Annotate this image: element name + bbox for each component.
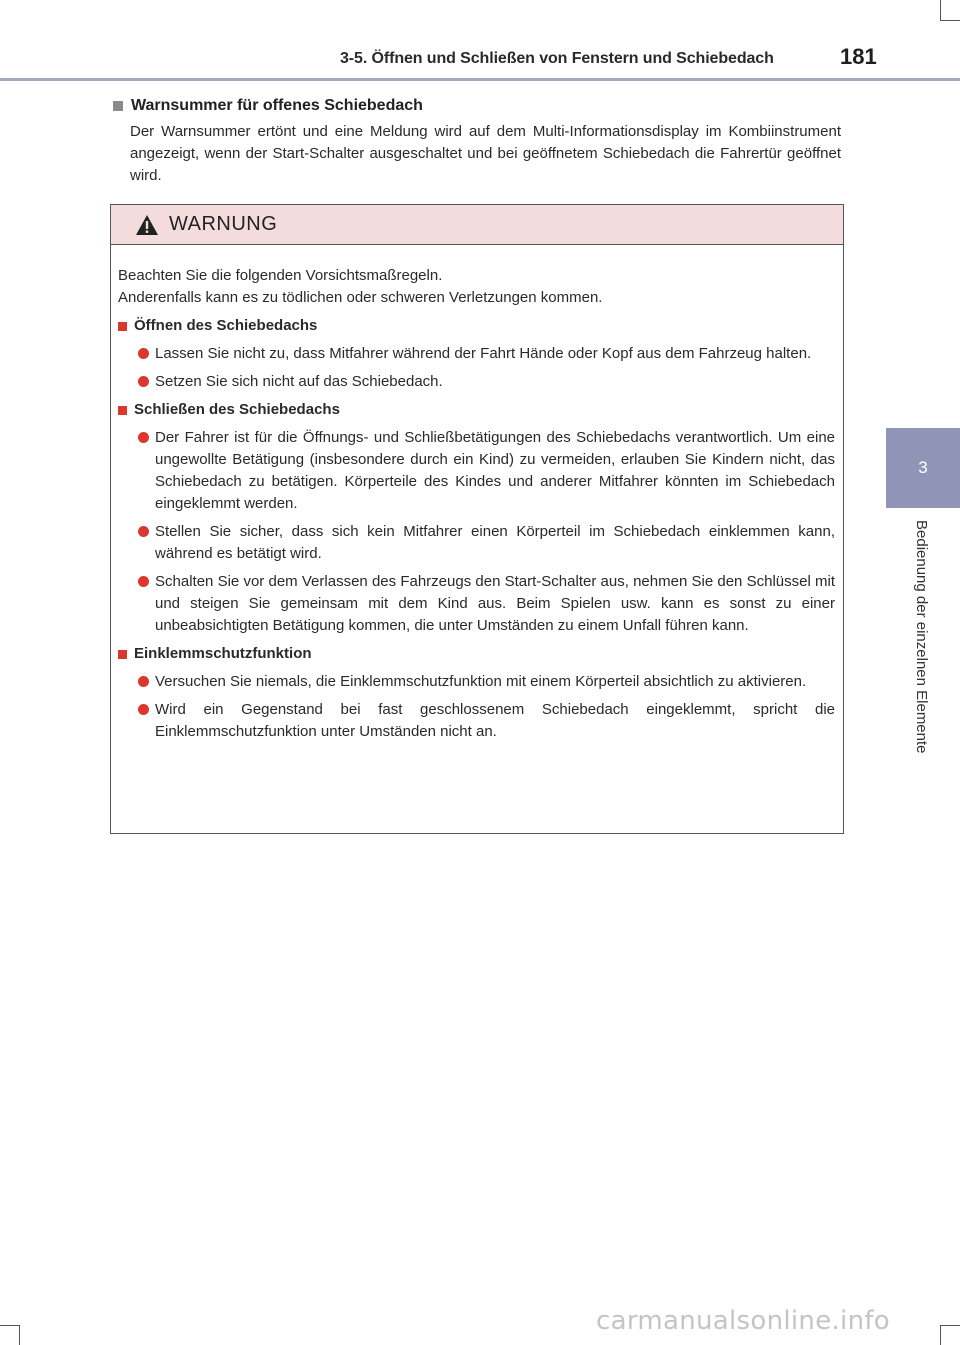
page-number: 181: [840, 44, 877, 69]
chapter-tab: [886, 428, 960, 508]
red-square-icon: [118, 322, 127, 331]
section-heading-text: Warnsummer für offenes Schiebedach: [131, 97, 423, 114]
warning-buzzer-section: [113, 97, 841, 187]
bullet-item: [155, 671, 835, 693]
bullet-text: Stellen Sie sicher, dass sich kein Mitfahrer einen Körperteil im Schiebedach einklemmen kann, während es betätigt wird.: [155, 523, 835, 562]
bullet-item: [155, 343, 835, 365]
bullet-item: [155, 521, 835, 565]
group-heading-text: Einklemmschutzfunktion: [134, 645, 312, 662]
warning-box: [110, 204, 844, 834]
red-square-icon: [118, 650, 127, 659]
group-heading: [118, 315, 835, 337]
watermark: carmanualsonline.info: [596, 1306, 891, 1336]
bullet-item: [155, 571, 835, 637]
red-dot-icon: [138, 526, 149, 537]
red-dot-icon: [138, 348, 149, 359]
red-dot-icon: [138, 432, 149, 443]
crop-mark: [19, 1325, 20, 1345]
section-body-text: Der Warnsummer ertönt und eine Meldung wird auf dem Multi-Informationsdisplay im Kombiinstrument angezeigt, wenn der Start-Schalter ausgeschaltet und bei geöffnetem Schiebedach die Fahrertür geöffnet wird.: [130, 123, 841, 184]
crop-mark: [940, 1325, 941, 1345]
warning-triangle-icon: [135, 214, 159, 236]
chapter-number: 3: [918, 458, 928, 477]
group-heading: [118, 643, 835, 665]
warning-intro: [118, 265, 835, 309]
bullet-text: Wird ein Gegenstand bei fast geschlossenem Schiebedach eingeklemmt, spricht die Einklemmschutzfunktion unter Umständen nicht an.: [155, 701, 835, 740]
bullet-item: [155, 371, 835, 393]
warning-title: WARNUNG: [169, 213, 278, 235]
group-heading: [118, 399, 835, 421]
crop-mark: [0, 1325, 19, 1326]
group-heading-text: Schließen des Schiebedachs: [134, 401, 340, 418]
bullet-text: Versuchen Sie niemals, die Einklemmschutzfunktion mit einem Körperteil absichtlich zu aktivieren.: [155, 673, 807, 690]
red-dot-icon: [138, 676, 149, 687]
red-dot-icon: [138, 704, 149, 715]
group-heading-text: Öffnen des Schiebedachs: [134, 317, 318, 334]
crop-mark: [940, 1325, 960, 1326]
page-header-title: 3-5. Öffnen und Schließen von Fenstern und Schiebedach: [340, 50, 774, 67]
warning-group: [118, 315, 835, 393]
bullet-item: [155, 699, 835, 743]
square-bullet-icon: [113, 101, 123, 111]
red-dot-icon: [138, 576, 149, 587]
section-heading: [113, 97, 841, 115]
warning-group: [118, 399, 835, 637]
bullet-text: Der Fahrer ist für die Öffnungs- und Schließbetätigungen des Schiebedachs verantwortlich. Um eine ungewollte Betätigung (insbesondere durch ein Kind) zu vermeiden, erlauben Sie Kindern nicht, das Schiebedach zu betätigen. Körperteile des Kindes und anderer Mitfahrer könnten im Schiebedach eingeklemmt werden.: [155, 429, 835, 512]
warning-intro-line: Anderenfalls kann es zu tödlichen oder schweren Verletzungen kommen.: [118, 289, 603, 306]
bullet-text: Lassen Sie nicht zu, dass Mitfahrer während der Fahrt Hände oder Kopf aus dem Fahrzeug halten.: [155, 345, 812, 362]
crop-mark: [940, 20, 960, 21]
bullet-text: Schalten Sie vor dem Verlassen des Fahrzeugs den Start-Schalter aus, nehmen Sie den Schlüssel mit und steigen Sie gemeinsam mit dem Kind aus. Beim Spielen usw. kann es sonst zu einer unbeabsichtigten Betätigung kommen, die unter Umständen zu einem Unfall führen kann.: [155, 573, 835, 634]
warning-intro-line: Beachten Sie die folgenden Vorsichtsmaßregeln.: [118, 267, 443, 284]
bullet-text: Setzen Sie sich nicht auf das Schiebedach.: [155, 373, 443, 390]
crop-mark: [940, 0, 941, 20]
red-dot-icon: [138, 376, 149, 387]
warning-header: [111, 205, 843, 245]
chapter-label: Bedienung der einzelnen Elemente: [913, 520, 930, 754]
bullet-item: [155, 427, 835, 515]
warning-group: [118, 643, 835, 743]
red-square-icon: [118, 406, 127, 415]
header-divider: [0, 78, 960, 81]
warning-body: [111, 245, 843, 743]
